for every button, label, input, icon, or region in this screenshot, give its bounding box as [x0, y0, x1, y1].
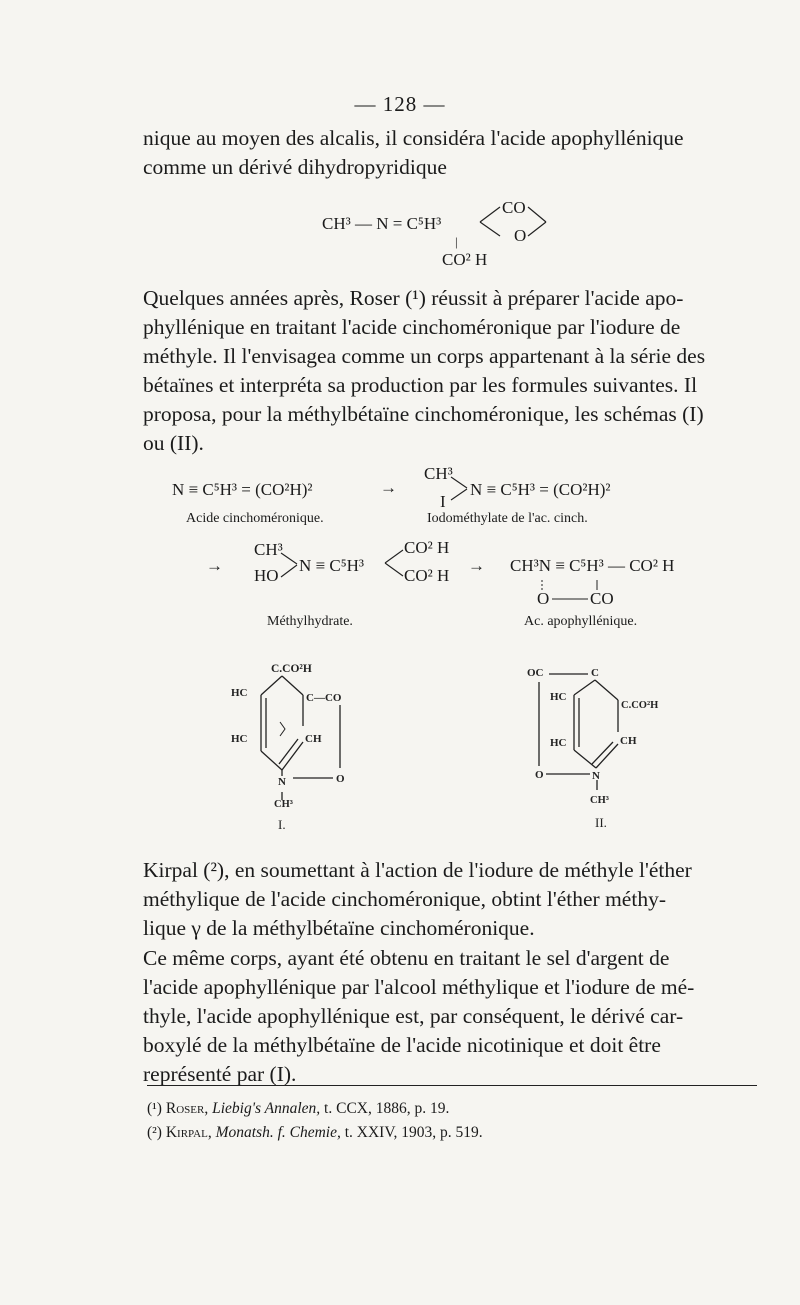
paragraph-line: thyle, l'acide apophyllénique est, par conséquent, le dérivé car-: [143, 1004, 684, 1028]
struct2-hc2: HC: [550, 737, 567, 749]
iodomethylate-bonds: [449, 474, 471, 504]
paragraph-line: l'acide apophyllénique par l'alcool méthylique et l'iodure de mé-: [143, 975, 695, 999]
paragraph-line: lique γ de la méthylbétaïne cinchoméronique.: [143, 916, 535, 940]
intro-line: nique au moyen des alcalis, il considéra l'acide apophyllénique: [143, 126, 684, 150]
struct2-hc1: HC: [550, 691, 567, 703]
footnote-mark: (¹): [147, 1100, 162, 1117]
iodomethylate-i: I: [440, 492, 446, 511]
footnote-2: [147, 1124, 483, 1142]
apophyllenic-o: O: [537, 589, 550, 608]
reaction-arrow: →: [380, 478, 397, 497]
paragraph-line: représenté par (I).: [143, 1062, 297, 1086]
paragraph-line: Quelques années après, Roser (¹) réussit à préparer l'acide apo-: [143, 286, 684, 310]
struct2-oc: OC: [527, 667, 544, 679]
paragraph-roser: [143, 284, 756, 458]
paragraph-line: bétaïnes et interpréta sa production par les formules suivantes. Il: [143, 373, 698, 397]
footnote-author: Kirpal,: [165, 1124, 212, 1141]
paragraph-line: ou (II).: [143, 431, 204, 455]
struct1-ch: CH: [305, 733, 322, 745]
formula1-bond: |: [455, 234, 458, 249]
footnote-ref: t. XXIV, 1903, p. 519.: [344, 1124, 483, 1141]
paragraph-line: Kirpal (²), en soumettant à l'action de l'iodure de méthyle l'éther: [143, 858, 692, 882]
struct2-c: C: [591, 667, 599, 679]
formula1-co: CO: [502, 198, 526, 217]
apophyllenic-formula: CH³N ≡ C⁵H³ — CO² H: [510, 556, 675, 575]
footnote-title: Liebig's Annalen,: [212, 1100, 321, 1117]
paragraph-line: méthyle. Il l'envisagea comme un corps appartenant à la série des: [143, 344, 706, 368]
struct2-ch: CH: [620, 735, 637, 747]
footnote-ref: t. CCX, 1886, p. 19.: [324, 1100, 450, 1117]
struct2-ch3: CH³: [590, 795, 609, 806]
struct1-ch3: CH³: [274, 799, 293, 810]
struct1-hc2: HC: [231, 733, 248, 745]
paragraph-conclusion: [143, 944, 756, 1089]
struct1-cco: C—CO: [306, 692, 342, 704]
paragraph-line: proposa, pour la méthylbétaïne cinchoméronique, les schémas (I): [143, 402, 704, 426]
methylhydrate-co2h-top: CO² H: [404, 538, 450, 557]
formula1-co2h: CO² H: [442, 250, 488, 269]
methylhydrate-bonds: [279, 550, 301, 580]
caption-iodomethylate: Iodométhylate de l'ac. cinch.: [427, 511, 588, 526]
iodomethylate-formula: N ≡ C⁵H³ = (CO²H)²: [470, 480, 611, 499]
methylhydrate-ho: HO: [254, 566, 279, 585]
footnote-divider: [147, 1085, 757, 1086]
formula1-main: CH³ — N = C⁵H³: [322, 214, 442, 233]
paragraph-line: phyllénique en traitant l'acide cinchoméronique par l'iodure de: [143, 315, 681, 339]
struct1-o: O: [336, 773, 345, 785]
paragraph-line: boxylé de la méthylbétaïne de l'acide nicotinique et doit être: [143, 1033, 661, 1057]
struct1-label: I.: [278, 817, 286, 832]
structure-II: [520, 660, 690, 840]
caption-cinchomeronic: Acide cinchoméronique.: [186, 511, 324, 526]
struct1-n: N: [278, 776, 286, 788]
structure-I: [225, 652, 375, 837]
cinchomeronic-formula: N ≡ C⁵H³ = (CO²H)²: [172, 480, 313, 499]
iodomethylate-ch3: CH³: [424, 464, 453, 483]
reaction-arrow: →: [468, 556, 485, 575]
footnote-mark: (²): [147, 1124, 162, 1141]
caption-methylhydrate: Méthylhydrate.: [267, 614, 353, 629]
struct2-label: II.: [595, 815, 607, 830]
page-number: — 128 —: [354, 92, 446, 116]
methylhydrate-ch3: CH³: [254, 540, 283, 559]
paragraph-line: Ce même corps, ayant été obtenu en traitant le sel d'argent de: [143, 946, 670, 970]
paragraph-kirpal: [143, 856, 756, 943]
footnote-1: [147, 1100, 449, 1118]
apophyllenic-co: CO: [590, 589, 614, 608]
footnote-title: Monatsh. f. Chemie,: [215, 1124, 341, 1141]
caption-apophyllenic: Ac. apophyllénique.: [524, 614, 638, 629]
intro-line: comme un dérivé dihydropyridique: [143, 155, 447, 179]
reaction-arrow: →: [206, 556, 223, 575]
struct1-hc1: HC: [231, 687, 248, 699]
intro-text: [143, 124, 756, 182]
formula1-o: O: [514, 226, 527, 245]
struct1-top: C.CO²H: [271, 663, 312, 675]
struct2-n: N: [592, 770, 600, 782]
methylhydrate-co2h-bottom: CO² H: [404, 566, 450, 585]
struct2-o: O: [535, 769, 544, 781]
paragraph-line: méthylique de l'acide cinchoméronique, obtint l'éther méthy-: [143, 887, 666, 911]
footnote-author: Roser,: [165, 1100, 209, 1117]
struct2-cco2h: C.CO²H: [621, 700, 659, 711]
methylhydrate-core: N ≡ C⁵H³: [299, 556, 365, 575]
